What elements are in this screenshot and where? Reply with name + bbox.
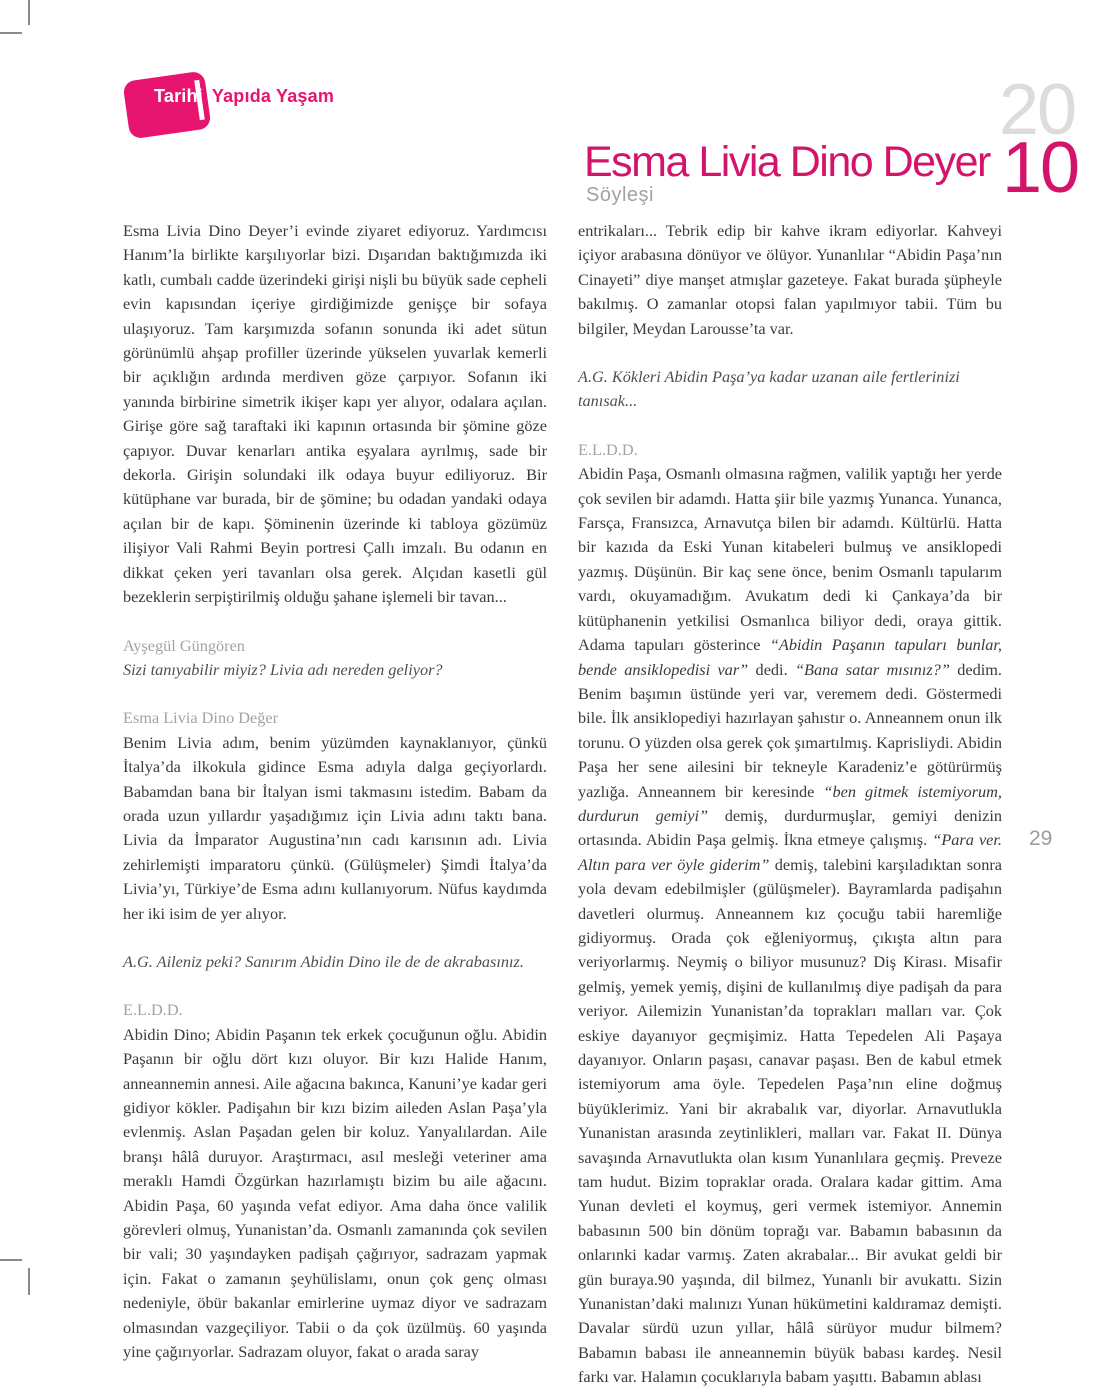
speaker-name: E.L.D.D. xyxy=(123,1000,183,1020)
speaker-name: Ayşegül Güngören xyxy=(123,635,245,655)
paragraph: entrikaları... Tebrik edip bir kahve ikram ediyorlar. Kahveyi içiyor arabasına dönüyor ve ölüyor. Yunanlılar “Abidin Paşa’nın Cinayeti” diye manşet atmışlar gazeteye. Fakat burada şüpheyle bakılmış. O zamanlar otopsi falan yapılmıyor tabii. Tüm bu bilgiler, Meydan Larousse’ta var. xyxy=(578,221,1002,338)
paragraph: Abidin Paşa, Osmanlı olmasına rağmen, valilik yaptığı her yerde çok sevilen bir adamdı. Hatta şiir bile yazmış Yunanca. Yunanca, Farsça, Fransızca, Arnavutça bilen bir adamdı. Kültürlü. Hatta bir kazıda da Eski Yunan kitabeleri bulmuş ve ansiklopedi yazmış. Düşünün. Bir kaç sene önce, benim Osmanlı tapularım vardı, okuyamadığım. Avukatım dedi ki Çankaya’da bir kütüphanenin yetkilisi Osmanlıca biliyor dedi, oraya gittik. Adama tapuları gösterince “Abidin Paşanın tapuları bunlar, bende ansiklopedisi var” dedi. “Bana satar mısınız?” dedim. Benim başımın üstünde yeri var, veremem dedi. Göstermedi bile. İlk ansiklopediyi hazırlayan şahıstır o. Anneannem onun ilk torunu. O yüzden olsa gerek çok şımartılmış. Kaprisliydi. Abidin Paşa her sene ailesini bir tekneyle Karadeniz’e götürürmüş yazlığa. Anneannem bir keresinde “ben gitmek istemiyorum, durdurun gemiyi” demiş, durdurmuşlar, gemiyi denizin ortasında. Abidin Paşa gelmiş. İkna etmeye çalışmış. “Para ver. Altın para ver öyle giderim” demiş, talebini karşıladıktan sonra yola devam edebilmişler (gülüşmeler). Bayramlarda padişahın davetleri olurmuş. Anneannem kız çocuğu tabii haremliğe gidiyormuş. Orada çok eğleniyormuş, çıkışta altın para veriyorlarmış. Neymiş o biliyor musunuz? Diş Kirası. Misafir gelmiş, yemek yemiş, dişini de kullanılmış diye padişah da para veriyor. Ailemizin Yunanistan’da toprakları malları var. Çok eskiye dayanıyor geçmişimiz. Hatta Tepedelen Ali Paşaya dayanıyor. Onların paşası, canavar paşası. Ben de kabul etmek istemiyorum ama öyle. Tepedelen Paşa’nın eline doğmuş büyüklerimiz. Yani bir akrabalık var, diyorlar. Arnavutlukla Yunanistan arasında zeytinlikleri, malları var. Fakat II. Dünya savaşında Arnavutlukta olan kısım Yunanlılara geçmiş. Preveze tam hudut. Bizim topraklar orada. Oralara kadar gittim. Ama Yunan devleti el koymuş, geri vermek istemiyor. Annemin babasının 500 bin dönüm toprağı var. Babamın babasının da onlarınki kadar varmış. Zaten akrabalar... Bir avukat geldi bir gün buraya.90 yaşında, dil bilmez, Yunanlı bir avukattı. Sizin Yunanistan’daki malınızı Yunan hükümetini kaldıramaz demişti. Davalar sürdü uzun yıllar, hâlâ sürüyor mudur bilmem? Babamın babası ile anneannemin büyük babası kardeş. Nesil farkı var. Halamın çocuklarıyla babam yaşıttı. Babamın ablası xyxy=(578,464,1003,1387)
logo-word-tarihi: Tarihi xyxy=(154,86,203,106)
right-column xyxy=(578,219,1002,1390)
crop-mark-top-left-vertical xyxy=(28,0,30,25)
paragraph: Esma Livia Dino Deyer’i evinde ziyaret ediyoruz. Yardımcısı Hanım’la birlikte karşılıyorlar bizi. Dışarıdan baktığımızda iki katlı, cumbalı cadde üzerindeki girişi nişli bu büyük sade cepheli evin kapısından içeriye girdiğimizde genişçe bir sofaya ulaşıyoruz. Tam karşımızda sofanın sonunda iki adet sütun görünümlü ahşap profiller üzerinde yükselen yuvarlak kemerli bir açıklığın ardında merdiven göze çarpıyor. Sofanın iki yanında birbirine simetrik ikişer kapı yer alıyor, odalara açılan. Girişe göre sağ taraftaki iki kapının ortasında bir şömine göze çapıyor. Duvar kenarları antika eşyalara ayrılmış, sade bir dekorla. Girişin solundaki ilk odaya buyur ediliyoruz. Bir kütüphane var burada, bir de şömine; bu odadan yandaki odaya açılan bir de kapı. Şöminenin üzerinde ki tabloya gözümüz ilişiyor Vali Rahmi Beyin portresi Çallı imzalı. Bu odanın en dikkat çeken yeri tavanları olsa gerek. Alçıdan kasetli gül bezeklerin serpiştirilmiş olduğu şahane işlemeli bir tavan... xyxy=(123,221,547,607)
page-subtitle: Söyleşi xyxy=(586,184,654,206)
crop-mark-bottom-left-vertical xyxy=(28,1268,30,1295)
logo-text xyxy=(154,86,334,107)
interview-question: A.G. Aileniz peki? Sanırım Abidin Dino ile de de akrabasınız. xyxy=(123,951,524,971)
speaker-name: E.L.D.D. xyxy=(578,439,638,459)
paragraph: Benim Livia adım, benim yüzümden kaynaklanıyor, çünkü İtalya’da ilkokula gidince Esma adıyla dalga geçiyorlardı. Babamdan bana bir İtalyan ismi takmasını istedim. Babam da orada uzun yıllardır yaşadığımız için Livia adını taktı bana. Livia da İmparator Augustina’nın cadı karısının adı. Livia zehirlemişti imparatoru çünkü. (Gülüşmeler) Şimdi İtalya’da Livia’yı, Türkiye’de Esma adını kullanıyorum. Nüfus kaydımda her iki isim de yer alıyor. xyxy=(123,732,547,923)
crop-mark-bottom-left-horizontal xyxy=(0,1259,22,1261)
page-title: Esma Livia Dino Deyer xyxy=(584,138,990,186)
logo-word-yapida-yasam: Yapıda Yaşam xyxy=(211,86,335,106)
interview-question: Sizi tanıyabilir miyiz? Livia adı nereden geliyor? xyxy=(123,659,443,679)
magazine-logo xyxy=(124,68,384,148)
year-top-20: 20 xyxy=(999,70,1076,150)
speaker-name: Esma Livia Dino Değer xyxy=(123,708,279,728)
year-bottom-10: 10 xyxy=(1002,128,1079,208)
interview-question: A.G. Kökleri Abidin Paşa’ya kadar uzanan aile fertlerinizi tanısak... xyxy=(578,367,960,411)
left-column xyxy=(123,219,547,1364)
page-number: 29 xyxy=(1029,827,1053,850)
crop-mark-top-left-horizontal xyxy=(0,32,22,34)
paragraph: Abidin Dino; Abidin Paşanın tek erkek çocuğunun oğlu. Abidin Paşanın bir oğlu dört kızı oluyor. Bir kızı Halide Hanım, anneannemin annesi. Aile ağacına bakınca, Kanuni’ye kadar geri gidiyor kökler. Padişahın bir kızı bizim aileden Aslan Paşa’yla evlenmiş. Aslan Paşadan gelen bir koluz. Yanyalılardan. Aile branşı hâlâ duruyor. Araştırmacı, asıl mesleği veteriner ama meraklı Hamdi Özgürkan hazırlamıştı bizim bu aile ağacını. Abidin Paşa, 60 yaşında vefat ediyor. Ama daha önce valilik görevleri olmuş, Yunanistan’da. Osmanlı zamanında çok sevilen bir vali; 30 yaşındayken padişah çağırıyor, sadrazam yapmak için. Fakat o zamanın şeyhülislamı, onun çok genç olması nedeniyle, öbür bakanlar emirlerine uymaz diyor ve sadrazam olmasından vazgeçiliyor. Tabii o da çok üzülmüş. 60 yaşında yine çağırıyorlar. Sadrazam oluyor, fakat o arada saray xyxy=(123,1024,547,1362)
